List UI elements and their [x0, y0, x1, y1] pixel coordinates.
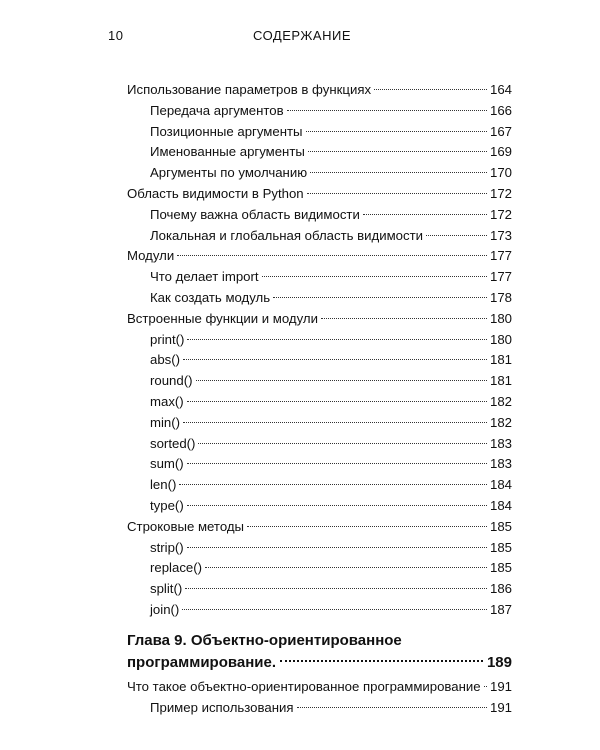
toc-entry	[127, 122, 512, 143]
leader-dots	[426, 235, 487, 236]
toc-entry-page: 172	[489, 206, 512, 222]
toc-entry-label: replace()	[150, 560, 203, 576]
chapter-page: 189	[486, 654, 512, 671]
toc-entry-page: 191	[489, 699, 512, 715]
leader-dots	[273, 297, 487, 298]
toc-entry-label: Как создать модуль	[150, 289, 271, 305]
toc-entry	[127, 434, 512, 455]
toc-entry	[127, 309, 512, 330]
leader-dots	[306, 131, 487, 132]
table-of-contents	[127, 80, 512, 621]
toc-entry	[127, 184, 512, 205]
toc-entry-page: 180	[489, 331, 512, 347]
leader-dots	[205, 567, 487, 568]
toc-entry-page: 177	[489, 248, 512, 264]
leader-dots	[179, 484, 487, 485]
toc-entry-page: 166	[489, 102, 512, 118]
toc-entry-label: Использование параметров в функциях	[127, 82, 372, 97]
page-header	[8, 28, 596, 48]
leader-dots	[187, 339, 487, 340]
toc-entry	[127, 392, 512, 413]
toc-entry-label: split()	[150, 581, 183, 597]
toc-entry-label: round()	[150, 373, 193, 389]
chapter-title-line2: программирование.	[127, 654, 277, 671]
toc-entry-label: type()	[150, 497, 184, 513]
toc-entry-page: 184	[489, 477, 512, 493]
toc-entry-label: sum()	[150, 456, 184, 472]
toc-entry	[127, 371, 512, 392]
leader-dots	[321, 318, 487, 319]
toc-entry-label: Именованные аргументы	[150, 144, 305, 160]
toc-entry	[127, 496, 512, 517]
toc-entry	[127, 475, 512, 496]
toc-entry-page: 181	[489, 373, 512, 389]
toc-entry-label: strip()	[150, 539, 184, 555]
page-number: 10	[108, 28, 124, 43]
toc-entry-label: Что делает import	[150, 269, 259, 285]
toc-entry-page: 172	[489, 185, 512, 201]
toc-entry-label: join()	[150, 601, 180, 617]
toc-entry-page: 178	[489, 289, 512, 305]
toc-entry-page: 173	[489, 227, 512, 243]
running-title: СОДЕРЖАНИЕ	[252, 28, 351, 43]
toc-entry	[127, 288, 512, 309]
toc-entry-page: 191	[489, 679, 512, 694]
toc-entry	[127, 246, 512, 267]
toc-entry-label: Аргументы по умолчанию	[150, 165, 308, 181]
leader-dots	[374, 89, 487, 90]
leader-dots	[262, 276, 487, 277]
chapter-contents	[127, 677, 512, 719]
toc-entry-page: 182	[489, 393, 512, 409]
toc-entry-page: 167	[489, 123, 512, 139]
chapter-title-line2-row	[127, 652, 512, 674]
toc-entry-label: Область видимости в Python	[127, 185, 304, 201]
leader-dots	[280, 660, 483, 662]
toc-entry-page: 182	[489, 414, 512, 430]
toc-entry-page: 183	[489, 435, 512, 451]
toc-entry-label: Строковые методы	[127, 518, 245, 534]
toc-entry-label: Локальная и глобальная область видимости	[150, 227, 423, 243]
toc-entry	[127, 698, 512, 719]
toc-entry-page: 180	[489, 310, 512, 326]
toc-entry-page: 187	[489, 601, 512, 617]
toc-entry	[127, 677, 512, 698]
leader-dots	[247, 526, 487, 527]
toc-entry	[127, 538, 512, 559]
toc-entry-page: 170	[489, 165, 512, 181]
toc-entry	[127, 163, 512, 184]
toc-entry	[127, 579, 512, 600]
toc-entry	[127, 600, 512, 621]
leader-dots	[183, 359, 487, 360]
toc-entry-label: abs()	[150, 352, 181, 368]
toc-entry	[127, 413, 512, 434]
chapter-heading	[127, 630, 512, 674]
toc-entry-page: 164	[489, 82, 512, 97]
toc-entry-page: 186	[489, 581, 512, 597]
toc-entry-page: 185	[489, 560, 512, 576]
leader-dots	[198, 443, 487, 444]
leader-dots	[484, 686, 487, 687]
toc-entry-page: 185	[489, 518, 512, 534]
leader-dots	[177, 255, 487, 256]
chapter-title-line1: Глава 9. Объектно-ориентированное	[127, 632, 402, 649]
toc-entry-label: max()	[150, 393, 184, 409]
toc-entry-label: Позиционные аргументы	[150, 123, 303, 139]
toc-entry-label: Почему важна область видимости	[150, 206, 360, 222]
toc-entry	[127, 267, 512, 288]
leader-dots	[183, 422, 487, 423]
leader-dots	[187, 463, 487, 464]
toc-entry	[127, 142, 512, 163]
toc-entry-label: print()	[150, 331, 185, 347]
toc-entry-page: 185	[489, 539, 512, 555]
toc-entry	[127, 205, 512, 226]
leader-dots	[363, 214, 487, 215]
toc-entry	[127, 454, 512, 475]
leader-dots	[185, 588, 487, 589]
toc-entry-label: Пример использования	[150, 699, 294, 715]
leader-dots	[187, 547, 487, 548]
toc-entry-page: 183	[489, 456, 512, 472]
toc-entry-page: 184	[489, 497, 512, 513]
toc-entry	[127, 80, 512, 101]
leader-dots	[196, 380, 487, 381]
toc-entry-label: Модули	[127, 248, 175, 264]
leader-dots	[187, 401, 487, 402]
toc-entry-label: Передача аргументов	[150, 102, 284, 118]
leader-dots	[182, 609, 487, 610]
toc-entry-label: Что такое объектно-ориентированное программирование	[127, 679, 481, 694]
toc-entry-label: min()	[150, 414, 181, 430]
toc-entry	[127, 517, 512, 538]
leader-dots	[297, 707, 487, 708]
toc-entry	[127, 330, 512, 351]
leader-dots	[307, 193, 487, 194]
toc-entry-page: 177	[489, 269, 512, 285]
leader-dots	[310, 172, 487, 173]
toc-entry-label: Встроенные функции и модули	[127, 310, 318, 326]
toc-entry	[127, 558, 512, 579]
toc-entry-page: 169	[489, 144, 512, 160]
toc-entry	[127, 350, 512, 371]
leader-dots	[287, 110, 487, 111]
book-page	[8, 8, 596, 746]
toc-entry-label: len()	[150, 477, 177, 493]
toc-entry	[127, 101, 512, 122]
leader-dots	[187, 505, 487, 506]
leader-dots	[308, 151, 487, 152]
toc-entry	[127, 226, 512, 247]
toc-entry-page: 181	[489, 352, 512, 368]
toc-entry-label: sorted()	[150, 435, 196, 451]
